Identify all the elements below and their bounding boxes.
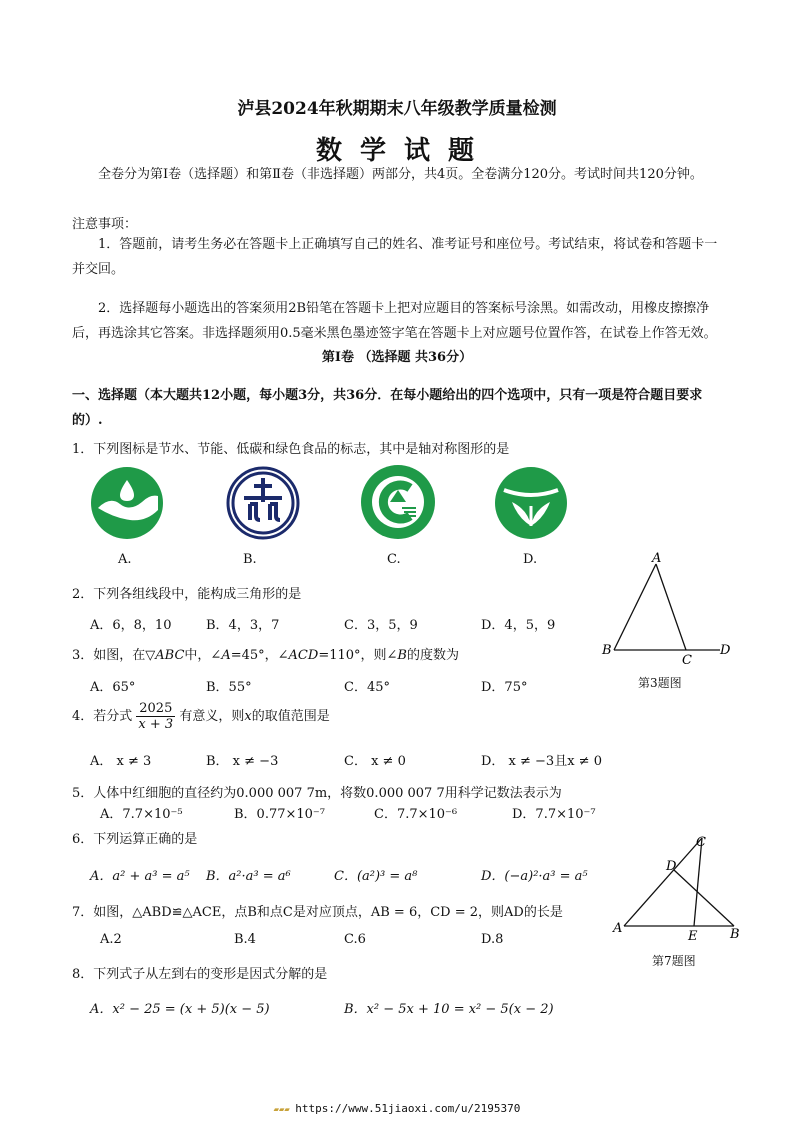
footer-url[interactable]: ▰▰▰ https://www.51jiaoxi.com/u/2195370 (273, 1102, 521, 1115)
q4-option-d: D． x ≠ −3且x ≠ 0 (481, 754, 602, 769)
q8-option-a: A．x² − 25 = (x + 5)(x − 5) (90, 1002, 270, 1017)
q5-option-c: C．7.7×10⁻⁶ (374, 807, 458, 822)
q2-stem: 2．下列各组线段中，能构成三角形的是 (72, 587, 302, 602)
q7-triangle-figure (610, 830, 744, 944)
q8-stem: 8．下列式子从左到右的变形是因式分解的是 (72, 967, 328, 982)
q4-stem: 4．若分式 $\frac{2025}{x + 3}$ 有意义，则x的取值范围是 (72, 701, 330, 732)
q4-option-a: A． x ≠ 3 (90, 754, 152, 769)
q3-caption: 第3题图 (638, 676, 682, 690)
q6-option-c: C．(a²)³ = a⁸ (334, 869, 418, 884)
q6-stem: 6．下列运算正确的是 (72, 832, 198, 847)
q1-stem: 1．下列图标是节水、节能、低碳和绿色食品的标志，其中是轴对称图形的是 (72, 442, 510, 457)
q3-option-c: C．45° (344, 680, 390, 695)
q3-label-a: A (652, 551, 662, 566)
section-title: 第Ⅰ卷 （选择题 共36分） (321, 350, 473, 365)
section-heading: 一、选择题（本大题共12小题，每小题3分，共36分．在每小题给出的四个选项中，只有一项是符合题目要求的）. (72, 388, 703, 428)
intro-paragraph: 全卷分为第Ⅰ卷（选择题）和第Ⅱ卷（非选择题）两部分，共4页。全卷满分120分。考试时间共120分钟。 (98, 167, 703, 182)
note-2: 2．选择题每小题选出的答案须用2B铅笔在答题卡上把对应题目的答案标号涂黑。如需改动，用橡皮擦擦净后，再选涂其它答案。非选择题须用0.5毫米黑色墨迹签字笔在答题卡上对应题号位置作答，在试卷上作答无效。 (72, 301, 717, 341)
q7-option-a: A.2 (100, 932, 122, 947)
footer-decor-icon: ▰▰▰ (273, 1105, 296, 1115)
q3-label-b: B (602, 643, 612, 658)
exam-subject: 数学试题 (315, 136, 492, 166)
q3-option-d: D．75° (481, 680, 528, 695)
q5-stem: 5．人体中红细胞的直径约为0.000 007 7m，将数0.000 007 7用科学记数法表示为 (72, 786, 562, 801)
q1-label-a: A. (118, 552, 132, 567)
q3-stem: 3．如图，在▽ABC中，∠A=45°，∠ACD=110°，则∠B的度数为 (72, 648, 459, 663)
q3-label-d: D (720, 643, 731, 658)
exam-title: 泸县2024年秋期期末八年级教学质量检测 (237, 99, 557, 119)
q1-label-b: B. (243, 552, 257, 567)
q3-option-a: A．65° (90, 680, 136, 695)
q5-option-a: A．7.7×10⁻⁵ (100, 807, 183, 822)
q7-caption: 第7题图 (652, 954, 696, 968)
q7-label-b: B (730, 927, 740, 942)
q1-label-d: D. (523, 552, 538, 567)
q7-label-c: C (696, 835, 706, 850)
q7-stem: 7．如图，△ABD≌△ACE，点B和点C是对应顶点，AB = 6，CD = 2，则AD的长是 (72, 905, 563, 920)
q2-option-b: B．4，3，7 (206, 618, 280, 633)
q4-fraction: $\frac{2025}{x + 3}$ (138, 701, 174, 732)
energy-saving-logo-icon (226, 466, 300, 540)
notes-title: 注意事项： (72, 217, 138, 232)
q3-label-c: C (682, 653, 692, 668)
low-carbon-logo-icon (360, 464, 436, 540)
q3-option-b: B．55° (206, 680, 252, 695)
q7-option-b: B.4 (234, 932, 256, 947)
q7-label-e: E (688, 929, 698, 944)
q6-option-b: B．a²·a³ = a⁶ (206, 869, 291, 884)
water-saving-logo-icon (90, 466, 164, 540)
q7-label-a: A (613, 921, 623, 936)
q7-label-d: D (666, 859, 677, 874)
green-food-logo-icon (494, 466, 568, 540)
note-1: 1．答题前，请考生务必在答题卡上正确填写自己的姓名、准考证号和座位号。考试结束，将试卷和答题卡一并交回。 (72, 237, 718, 277)
q2-option-a: A．6，8，10 (90, 618, 172, 633)
q6-option-d: D．(−a)²·a³ = a⁵ (481, 869, 588, 884)
q8-option-b: B．x² − 5x + 10 = x² − 5(x − 2) (344, 1002, 554, 1017)
q4-option-b: B． x ≠ −3 (206, 754, 279, 769)
q7-option-c: C.6 (344, 932, 366, 947)
q2-option-d: D．4，5，9 (481, 618, 556, 633)
q3-triangle-figure (598, 548, 734, 668)
q6-option-a: A．a² + a³ = a⁵ (90, 869, 190, 884)
q7-option-d: D.8 (481, 932, 504, 947)
q5-option-b: B．0.77×10⁻⁷ (234, 807, 326, 822)
q2-option-c: C．3，5，9 (344, 618, 418, 633)
q4-option-c: C． x ≠ 0 (344, 754, 406, 769)
q5-option-d: D．7.7×10⁻⁷ (512, 807, 596, 822)
q1-label-c: C. (387, 552, 401, 567)
